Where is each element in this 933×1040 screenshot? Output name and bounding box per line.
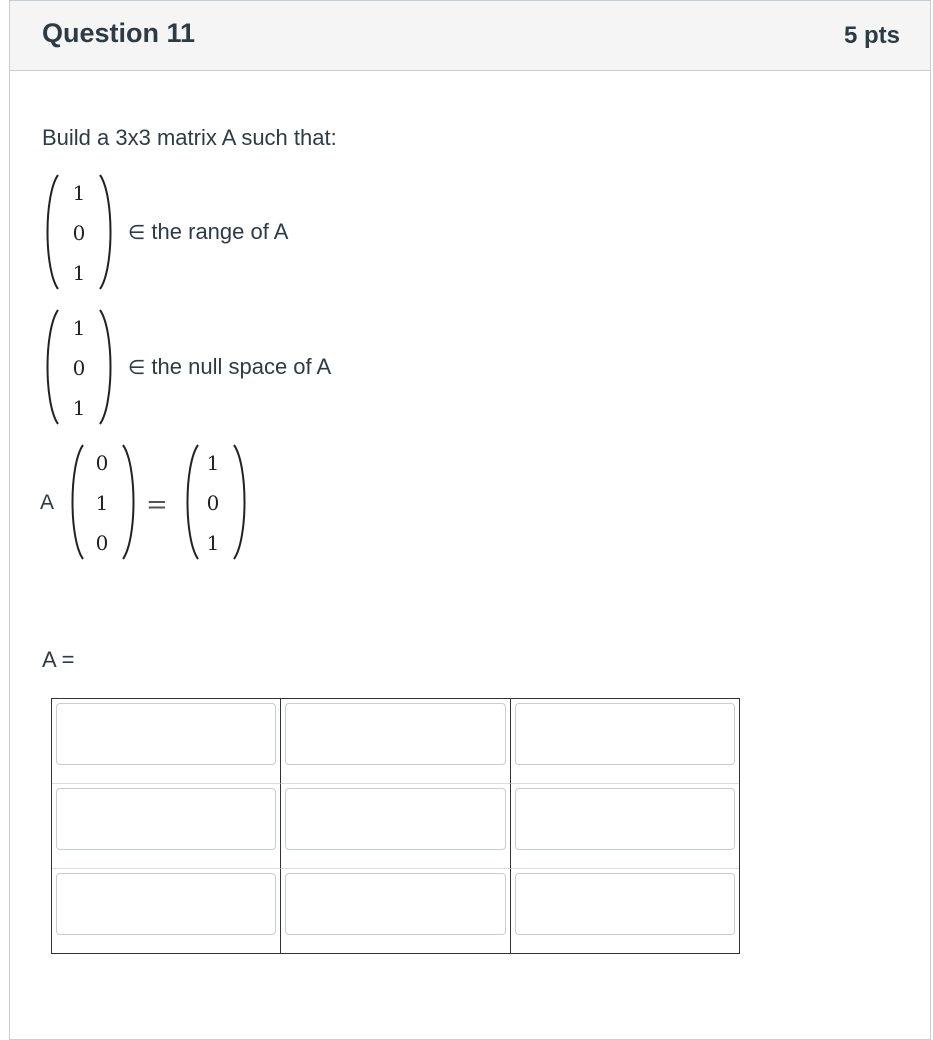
matrix-input-r1c2[interactable] bbox=[285, 703, 506, 765]
question-points: 5 pts bbox=[843, 22, 900, 49]
null-space-vector-entry: 1 bbox=[72, 396, 86, 420]
question-header bbox=[10, 1, 930, 71]
left-paren-icon bbox=[40, 308, 60, 426]
matrix-a-symbol: A bbox=[40, 491, 55, 514]
input-vector bbox=[65, 443, 145, 563]
question-title: Question 11 bbox=[42, 18, 196, 48]
range-vector-entry: 0 bbox=[72, 221, 86, 245]
matrix-input-r2c1[interactable] bbox=[56, 788, 276, 850]
range-vector bbox=[40, 173, 120, 293]
matrix-input-r1c1[interactable] bbox=[56, 703, 276, 765]
right-paren-icon bbox=[98, 308, 118, 426]
matrix-cell bbox=[52, 699, 281, 784]
matrix-input-r3c3[interactable] bbox=[515, 873, 735, 935]
output-vector bbox=[180, 443, 260, 563]
null-space-vector bbox=[40, 308, 120, 428]
null-space-vector-entry: 1 bbox=[72, 316, 86, 340]
output-vector-entry: 0 bbox=[206, 491, 220, 515]
matrix-cell bbox=[511, 869, 739, 953]
left-paren-icon bbox=[65, 443, 85, 561]
matrix-input-r2c2[interactable] bbox=[285, 788, 506, 850]
input-vector-entry: 0 bbox=[95, 451, 109, 475]
element-of-symbol: ∈ bbox=[128, 355, 146, 379]
null-space-condition-text bbox=[128, 354, 331, 380]
range-vector-entry: 1 bbox=[72, 261, 86, 285]
matrix-cell bbox=[511, 784, 739, 869]
equals-sign: = bbox=[146, 490, 168, 520]
left-paren-icon bbox=[40, 173, 60, 291]
output-vector-entry: 1 bbox=[206, 531, 220, 555]
right-paren-icon bbox=[98, 173, 118, 291]
range-vector-entry: 1 bbox=[72, 181, 86, 205]
matrix-cell bbox=[281, 699, 511, 784]
question-card bbox=[9, 0, 931, 1040]
matrix-input-r3c1[interactable] bbox=[56, 873, 276, 935]
right-paren-icon bbox=[232, 443, 252, 561]
range-label: the range of A bbox=[151, 219, 289, 244]
matrix-cell bbox=[52, 869, 281, 953]
left-paren-icon bbox=[180, 443, 200, 561]
matrix-cell bbox=[281, 869, 511, 953]
null-space-vector-entry: 0 bbox=[72, 356, 86, 380]
matrix-cell bbox=[281, 784, 511, 869]
input-vector-entry: 1 bbox=[95, 491, 109, 515]
right-paren-icon bbox=[121, 443, 141, 561]
question-prompt: Build a 3x3 matrix A such that: bbox=[42, 125, 337, 150]
matrix-cell bbox=[511, 699, 739, 784]
element-of-symbol: ∈ bbox=[128, 220, 146, 244]
matrix-input-r3c2[interactable] bbox=[285, 873, 506, 935]
range-condition-text bbox=[128, 219, 288, 245]
matrix-cell bbox=[52, 784, 281, 869]
answer-matrix-grid bbox=[51, 698, 740, 954]
matrix-input-r1c3[interactable] bbox=[515, 703, 735, 765]
null-space-label: the null space of A bbox=[151, 354, 332, 379]
answer-label: A = bbox=[42, 647, 75, 672]
input-vector-entry: 0 bbox=[95, 531, 109, 555]
output-vector-entry: 1 bbox=[206, 451, 220, 475]
matrix-input-r2c3[interactable] bbox=[515, 788, 735, 850]
